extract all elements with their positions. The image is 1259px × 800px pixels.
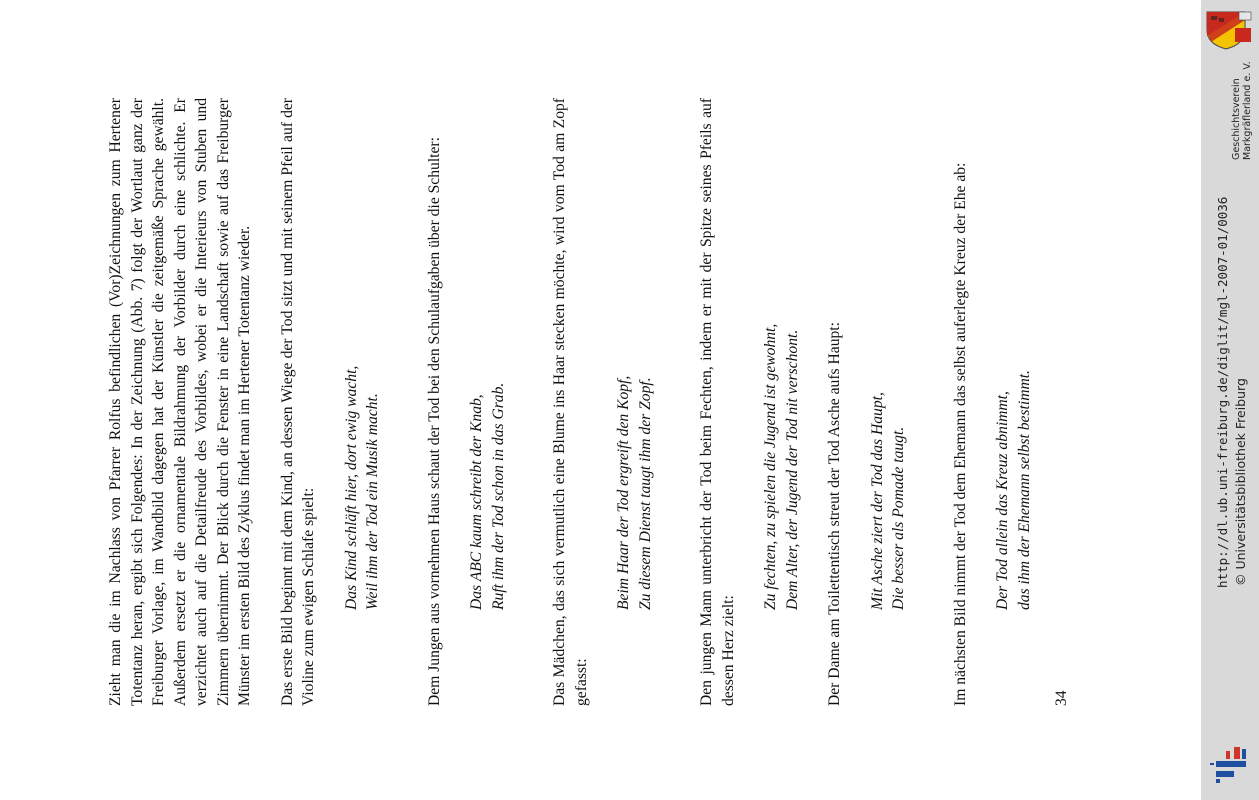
verse-line: Ruft ihm der Tod schon in das Grab.	[489, 382, 507, 610]
verse-line: Die besser als Pomade taugt.	[890, 426, 907, 610]
verse-line: Weil ihm der Tod ein Musik macht.	[364, 393, 381, 610]
verse-line: Zu diesem Dienst taugt ihm der Zopf.	[636, 377, 654, 610]
paragraph-intro: Zieht man die im Nachlass von Pfarrer Rolfus befindlichen (Vor)Zeichnungen zum Hertener Totentanz heran, ergibt sich Folgendes: In der Zeichnung (Abb. 7) folgt der Wortlaut ganz der Freiburger Vorlage, im Wandbild dagegen hat der Künstler die zeitgemäße Sprache gewählt. Außerdem ersetzt er die ornamentale Bildrahmung der Vorbilder durch eine schlichte. Er verzichtet auch auf die Detailfreude des Vorbildes, wobei er die Interieurs von Stuben und Zimmern übernimmt. Der Blick durch die Fenster in eine Landschaft sowie auf das Freiburger Münster im ersten Bild des Zyklus findet man im Hertener Totentanz wieder.	[107, 98, 253, 706]
society-name	[1231, 61, 1253, 160]
verse-lady	[867, 98, 910, 706]
verse-line: Beim Haar der Tod ergreift den Kopf,	[615, 375, 632, 610]
verse-line: Das ABC kaum schreibt der Knab,	[468, 394, 485, 610]
paragraph-child: Das erste Bild beginnt mit dem Kind, an dessen Wiege der Tod sitzt und mit seinem Pfeil auf der Violine zum ewigen Schlafe spielt:	[278, 98, 317, 706]
verse-line: Mit Asche ziert der Tod das Haupt,	[868, 392, 886, 610]
copyright-text: © Universitätsbibliothek Freiburg	[1233, 378, 1248, 586]
sidebar-text	[1201, 0, 1259, 800]
verse-boy	[466, 98, 509, 706]
society-name-line: Geschichtsverein	[1231, 78, 1242, 160]
society-name-line: Markgräflerland e. V.	[1242, 61, 1253, 160]
page-number: 34	[1053, 690, 1070, 706]
verse-line: Dem Alter, der Jugend der Tod nit verschont.	[783, 329, 801, 610]
source-url-link[interactable]: http://dl.ub.uni-freiburg.de/diglit/mgl-2007-01/0036	[1215, 196, 1230, 588]
paragraph-young-man: Den jungen Mann unterbricht der Tod beim Fechten, indem er mit der Spitze seines Pfeils auf dessen Herz zielt:	[698, 98, 737, 706]
paragraph-boy: Dem Jungen aus vornehmen Haus schaut der Tod bei den Schulaufgaben über die Schulter:	[425, 137, 443, 706]
text-column	[105, 98, 1035, 706]
verse-husband	[992, 98, 1035, 706]
verse-girl	[613, 98, 656, 706]
verse-child	[341, 98, 384, 706]
verse-line: Das Kind schläft hier, dort ewig wacht,	[342, 365, 360, 610]
verse-line: Der Tod allein das Kreuz abnimmt,	[994, 391, 1011, 610]
paragraph-husband: Im nächsten Bild nimmt der Tod dem Ehemann das selbst auferlegte Kreuz der Ehe ab:	[951, 162, 969, 706]
paragraph-lady: Der Dame am Toilettentisch streut der Tod Asche aufs Haupt:	[826, 322, 843, 706]
paragraph-girl: Das Mädchen, das sich vermutlich eine Blume ins Haar stecken möchte, wird vom Tod am Zopf gefasst:	[551, 98, 590, 706]
coat-of-arms-icon	[1205, 8, 1253, 50]
verse-line: Zu fechten, zu spielen die Jugend ist gewohnt,	[762, 323, 779, 610]
verse-line: das ihm der Ehemann selbst bestimmt.	[1015, 370, 1033, 610]
university-library-logo-icon[interactable]	[1208, 745, 1252, 787]
verse-young-man	[760, 98, 803, 706]
